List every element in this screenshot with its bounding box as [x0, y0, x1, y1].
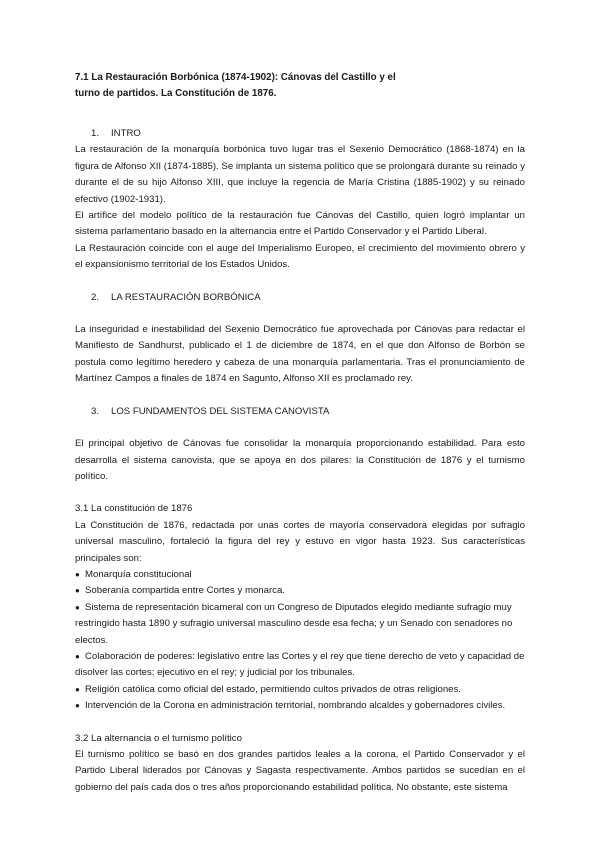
- paragraph: La inseguridad e inestabilidad del Sexenio Democrático fue aprovechada por Cánovas para redactar el Manifiesto de Sandhurst, publicado el 1 de diciembre de 1874, en el que don Alfonso de Borbón se postula como legítimo heredero y cabeza de una monarquía parlamentaria. Tras el pronunciamiento de Martínez Campos a finales de 1874 en Sagunto, Alfonso XII es proclamado rey.: [75, 324, 525, 385]
- section-title: INTRO: [111, 128, 141, 139]
- section-title: LA RESTAURACIÓN BORBÓNICA: [111, 291, 261, 303]
- title-line-1: 7.1 La Restauración Borbónica (1874-1902): Cánovas del Castillo y el: [75, 72, 396, 83]
- section-number: 2.: [91, 291, 100, 303]
- document-body: [75, 70, 525, 796]
- paragraph: La restauración de la monarquía borbónica tuvo lugar tras el Sexenio Democrático (1868-1874) en la figura de Alfonso XII (1874-1885). Se implanta un sistema político que se prolongará durante su reinado y durante el de su hijo Alfonso XIII, que incluye la regencia de María Cristina (1885-1902) y su reinado efectivo (1902-1931).: [75, 144, 525, 205]
- list-item: ● Monarquía constitucional: [75, 567, 525, 583]
- bullet-icon: ●: [75, 602, 80, 612]
- section-number: 3.: [91, 405, 100, 417]
- document-title: [75, 70, 525, 102]
- section-number: 1.: [91, 128, 100, 139]
- bullet-icon: ●: [75, 586, 80, 596]
- subsection-heading: 3.2 La alternancia o el turnismo político: [75, 732, 242, 744]
- title-line-2: turno de partidos. La Constitución de 1876.: [75, 88, 277, 99]
- paragraph: La Restauración coincide con el auge del Imperialismo Europeo, el crecimiento del movimiento obrero y el expansionismo territorial de los Estados Unidos.: [75, 242, 525, 271]
- section-title: LOS FUNDAMENTOS DEL SISTEMA CANOVISTA: [111, 405, 330, 417]
- bullet-icon: ●: [75, 569, 80, 579]
- bullet-icon: ●: [75, 651, 80, 661]
- paragraph: El artífice del modelo político de la restauración fue Cánovas del Castillo, quien logró implantar un sistema parlamentario basado en la alternancia entre el Partido Conservador y el Partido Liberal.: [75, 210, 525, 238]
- paragraph: La Constitución de 1876, redactada por unas cortes de mayoría conservadora elegidas por sufragio universal masculino, fortaleció la figura del rey y estuvo en vigor hasta 1923. Sus características principales son:: [75, 519, 525, 564]
- list-item: ● Colaboración de poderes: legislativo entre las Cortes y el rey que tiene derecho de veto y capacidad de disolver las cortes; ejecutivo en el rey; y judicial por los tribunales.: [75, 650, 525, 679]
- bullet-list: [75, 567, 525, 715]
- list-item: ● Soberanía compartida entre Cortes y monarca.: [75, 583, 525, 599]
- subsection-heading: 3.1 La constitución de 1876: [75, 503, 193, 515]
- list-item: ● Sistema de representación bicameral con un Congreso de Diputados elegido mediante sufragio muy restringido hasta 1890 y sufragio universal masculino desde esa fecha; y un Senado con senadores no electos.: [75, 601, 513, 646]
- section-heading-fundamentos: [75, 404, 525, 420]
- paragraph: El principal objetivo de Cánovas fue consolidar la monarquía proporcionando estabilidad. Para esto desarrolla el sistema canovista, que se apoya en dos pilares: la Constitución de 1876 y el turnismo político.: [75, 438, 525, 482]
- list-item: ● Religión católica como oficial del estado, permitiendo cultos privados de otras religiones.: [75, 682, 525, 698]
- paragraph: El turnismo político se basó en dos grandes partidos leales a la corona, el Partido Conservador y el Partido Liberal liderados por Cánovas y Sagasta respectivamente. Ambos partidos se sucedían en el gobierno del país cada dos o tres años proporcionando estabilidad política. No obstante, este sistema: [75, 749, 525, 793]
- bullet-icon: ●: [75, 701, 80, 711]
- bullet-icon: ●: [75, 684, 80, 694]
- section-heading-intro: [75, 126, 525, 142]
- list-item: ● Intervención de la Corona en administración territorial, nombrando alcaldes y gobernadores civiles.: [75, 698, 525, 714]
- section-heading-restauracion: [75, 290, 525, 306]
